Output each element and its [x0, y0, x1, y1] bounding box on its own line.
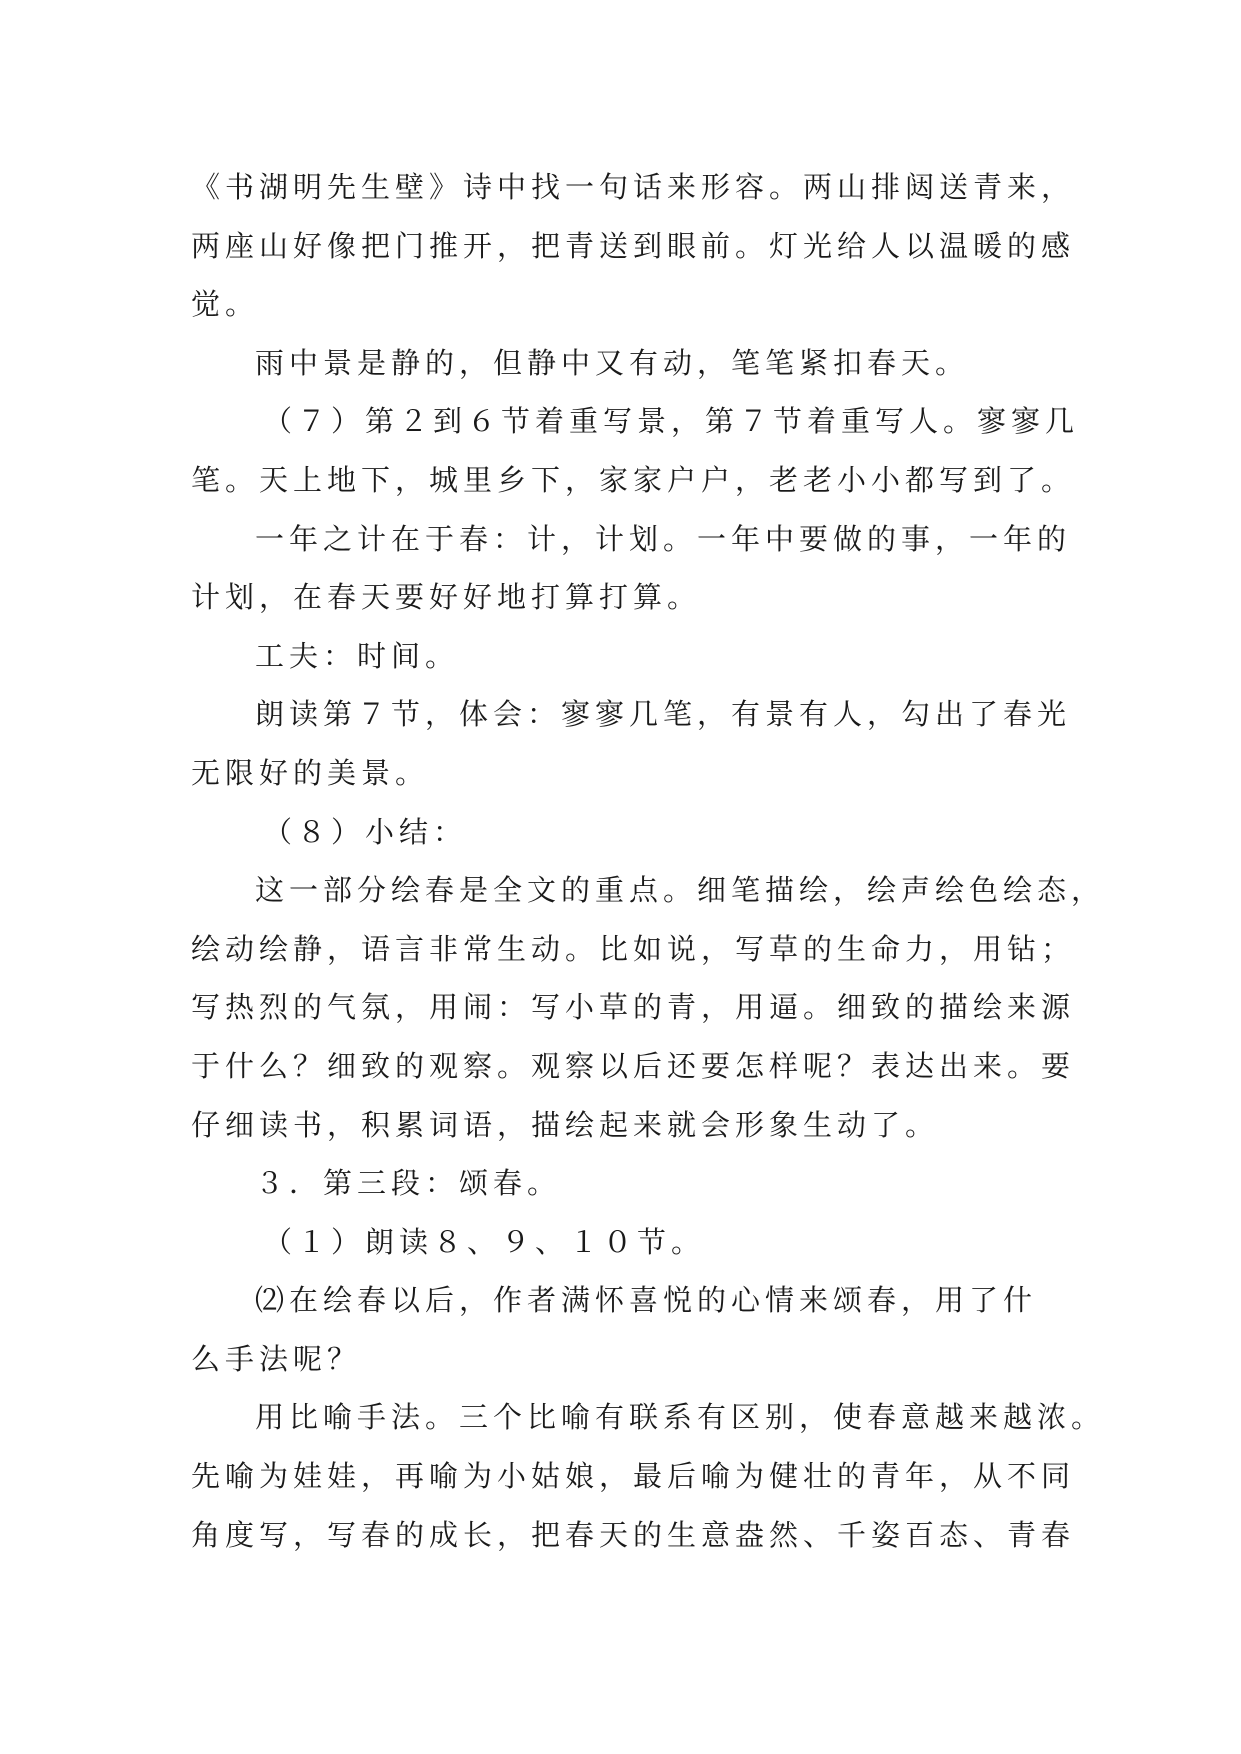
text-line: 一年之计在于春：计，计划。一年中要做的事，一年的 — [255, 521, 1072, 556]
text-line: 先喻为娃娃，再喻为小姑娘，最后喻为健壮的青年，从不同 — [191, 1459, 1076, 1494]
text-line: （１）朗读８、９、１０节。 — [263, 1224, 706, 1259]
text-line: 计划，在春天要好好地打算打算。 — [191, 580, 702, 615]
text-line: 仔细读书，积累词语，描绘起来就会形象生动了。 — [191, 1107, 940, 1142]
text-line: 两座山好像把门推开，把青送到眼前。灯光给人以温暖的感 — [191, 228, 1076, 263]
text-line: 雨中景是静的，但静中又有动，笔笔紧扣春天。 — [255, 345, 970, 380]
text-line: （８）小结： — [263, 814, 468, 849]
text-line: 角度写，写春的成长，把春天的生意盎然、千姿百态、青春 — [191, 1517, 1076, 1552]
text-line: 用比喻手法。三个比喻有联系有区别，使春意越来越浓。 — [255, 1400, 1106, 1435]
text-line: 《书湖明先生壁》诗中找一句话来形容。两山排闼送青来， — [191, 170, 1076, 204]
text-line: 于什么？细致的观察。观察以后还要怎样呢？表达出来。要 — [191, 1048, 1076, 1083]
text-line: 么手法呢？ — [191, 1341, 362, 1376]
text-line: 绘动绘静，语言非常生动。比如说，写草的生命力，用钻； — [191, 931, 1076, 966]
text-line: 工夫：时间。 — [255, 638, 460, 673]
text-line: ⑵在绘春以后，作者满怀喜悦的心情来颂春，用了什 — [255, 1283, 1038, 1318]
text-line: 朗读第７节，体会：寥寥几笔，有景有人，勾出了春光 — [255, 697, 1072, 732]
text-line: 笔。天上地下，城里乡下，家家户户，老老小小都写到了。 — [191, 462, 1076, 497]
body-text — [191, 158, 1106, 1564]
text-line: 无限好的美景。 — [191, 755, 430, 790]
text-line: 这一部分绘春是全文的重点。细笔描绘，绘声绘色绘态， — [255, 873, 1106, 908]
text-line: 觉。 — [191, 287, 260, 322]
text-line: ３．第三段：颂春。 — [255, 1166, 562, 1201]
text-line: 写热烈的气氛，用闹：写小草的青，用逼。细致的描绘来源 — [191, 990, 1076, 1025]
text-line: （７）第２到６节着重写景，第７节着重写人。寥寥几 — [263, 404, 1080, 439]
